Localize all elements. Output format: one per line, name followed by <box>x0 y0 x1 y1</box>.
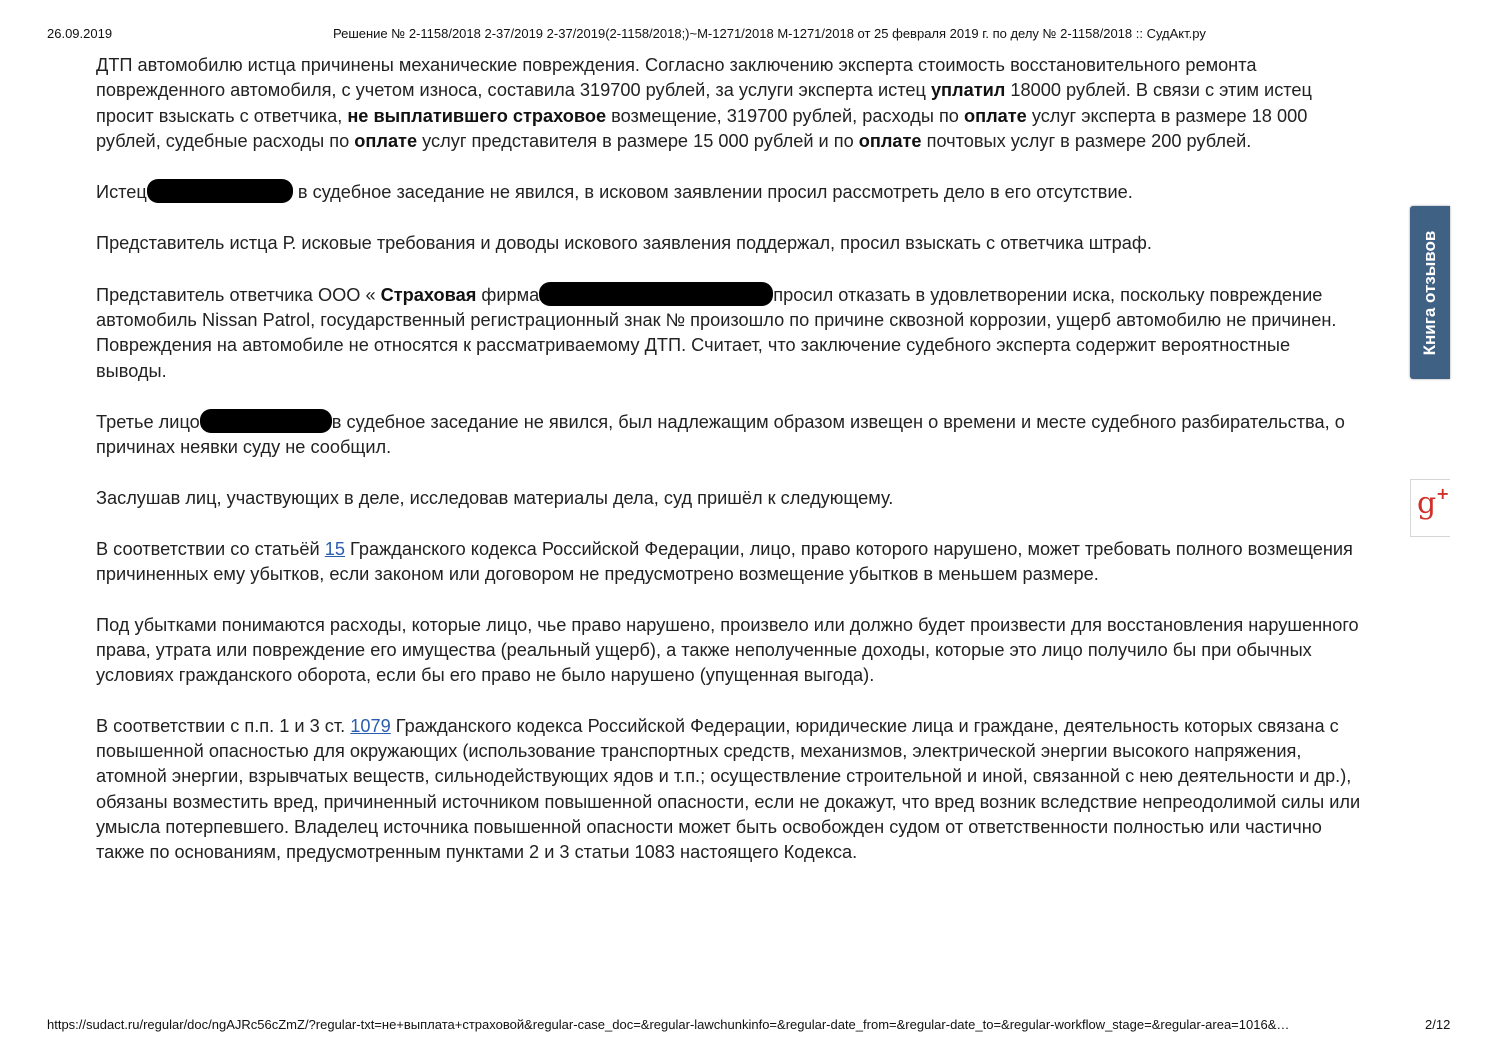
text-run: 18000 рублей. В связи с этим истец просит взыскать с ответчика, <box>96 80 1312 126</box>
text-run: возмещение, 319700 рублей, расходы по <box>606 105 964 126</box>
text-run: Гражданского кодекса Российской Федерации, лицо, право которого нарушено, может требовать полного возмещения причиненных ему убытков, если законом или договором не предусмотрено возмещение убытков в меньшем размере. <box>96 538 1353 584</box>
text-run: ДТП автомобилю истца причинены механические повреждения. Согласно заключению эксперта стоимость восстановительного ремонта поврежденного автомобиля, с учетом износа, составила 319700 рублей, за услуги эксперта истец <box>96 55 1257 101</box>
feedback-book-label: Книга отзывов <box>1420 230 1439 355</box>
text-run: фирма <box>476 284 540 305</box>
text-run: просил отказать в удовлетворении иска, поскольку повреждение автомобиль Nissan Patrol, государственный регистрационный знак № произошло по причине сквозной коррозии, ущерб автомобилю не причинен. Повреждения на автомобиле не относятся к рассматриваемому ДТП. Считает, что заключение судебного эксперта содержит вероятностные выводы. <box>96 284 1337 381</box>
search-highlight: оплате <box>963 105 1027 126</box>
search-highlight: оплате <box>354 130 418 151</box>
text-run: Представитель ответчика ООО « <box>96 284 381 305</box>
text-run: Под убытками понимаются расходы, которые лицо, чье право нарушено, произвело или должно будет произвести для восстановления нарушенного права, утрата или повреждение его имущества (реальный ущерб), а также неполученные доходы, которые это лицо получило бы при обычных условиях гражданского оборота, если бы его право не было нарушено (упущенная выгода). <box>96 614 1359 686</box>
paragraph-article-15 <box>96 537 1361 588</box>
paragraph-damage-claim <box>96 53 1361 154</box>
text-run: Заслушав лиц, участвующих в деле, исследовав материалы дела, суд пришёл к следующему. <box>96 488 894 509</box>
print-footer <box>0 1017 1500 1037</box>
search-highlight: не выплатившего страховое <box>347 105 607 126</box>
text-run: Истец <box>96 182 147 203</box>
page-number: 2/12 <box>1425 1017 1451 1032</box>
text-run: В соответствии со статьёй <box>96 538 325 559</box>
google-plus-icon: g <box>1417 486 1437 521</box>
text-run: услуг представителя в размере 15 000 рублей и по <box>417 130 859 151</box>
feedback-book-tab[interactable] <box>1410 206 1450 379</box>
document-body <box>96 53 1361 891</box>
plus-glyph: + <box>1436 484 1450 503</box>
paragraph-plaintiff-absent <box>96 179 1361 205</box>
print-date: 26.09.2019 <box>47 26 113 41</box>
print-page-title: Решение № 2-1158/2018 2-37/2019 2-37/2019(2-1158/2018;)~М-1271/2018 М-1271/2018 от 25 февраля 2019 г. по делу № 2-1158/2018 :: СудАкт.ру <box>333 26 1206 41</box>
paragraph-losses-definition <box>96 613 1361 689</box>
paragraph-plaintiff-representative <box>96 231 1361 256</box>
text-run: услуг эксперта в размере 18 000 рублей, судебные расходы по <box>96 105 1308 151</box>
redaction-block <box>147 179 293 203</box>
text-run: в судебное заседание не явился, был надлежащим образом извещен о времени и месте судебного разбирательства, о причинах неявки суду не сообщил. <box>96 412 1345 458</box>
paragraph-defendant-representative <box>96 282 1361 384</box>
text-run: Представитель истца Р. исковые требования и доводы искового заявления поддержал, просил взыскать с ответчика штраф. <box>96 233 1152 254</box>
law-article-link[interactable]: 1079 <box>350 715 391 736</box>
law-article-link[interactable]: 15 <box>324 538 345 559</box>
text-run: почтовых услуг в размере 200 рублей. <box>921 130 1252 151</box>
paragraph-court-heard <box>96 486 1361 511</box>
search-highlight: оплате <box>858 130 922 151</box>
text-run: Третье лицо <box>96 412 200 433</box>
redaction-block <box>539 282 773 306</box>
google-plus-button[interactable] <box>1410 479 1450 537</box>
paragraph-third-party <box>96 409 1361 461</box>
search-highlight: уплатил <box>930 80 1006 101</box>
text-run: в судебное заседание не явился, в исковом заявлении просил рассмотреть дело в его отсутствие. <box>292 182 1133 203</box>
redaction-block <box>200 409 332 433</box>
text-run: Гражданского кодекса Российской Федерации, юридические лица и граждане, деятельность которых связана с повышенной опасностью для окружающих (использование транспортных средств, механизмов, электрической энергии высокого напряжения, атомной энергии, взрывчатых веществ, сильнодействующих ядов и т.п.; осуществление строительной и иной, связанной с нею деятельности и др.), обязаны возместить вред, причиненный источником повышенной опасности, если не докажут, что вред возник вследствие непреодолимой силы или умысла потерпевшего. Владелец источника повышенной опасности может быть освобожден судом от ответственности полностью или частично также по основаниям, предусмотренным пунктами 2 и 3 статьи 1083 настоящего Кодекса. <box>96 715 1361 863</box>
page-url: https://sudact.ru/regular/doc/ngAJRc56cZmZ/?regular-txt=не+выплата+страховой&regular-case_doc=&regular-lawchunkinfo=&regular-date_from=&regular-date_to=&regular-workflow_stage=&regular-area=1016&… <box>47 1017 1290 1032</box>
search-highlight: Страховая <box>380 284 477 305</box>
paragraph-article-1079 <box>96 714 1361 866</box>
print-header <box>0 26 1500 46</box>
text-run: В соответствии с п.п. 1 и 3 ст. <box>96 715 351 736</box>
